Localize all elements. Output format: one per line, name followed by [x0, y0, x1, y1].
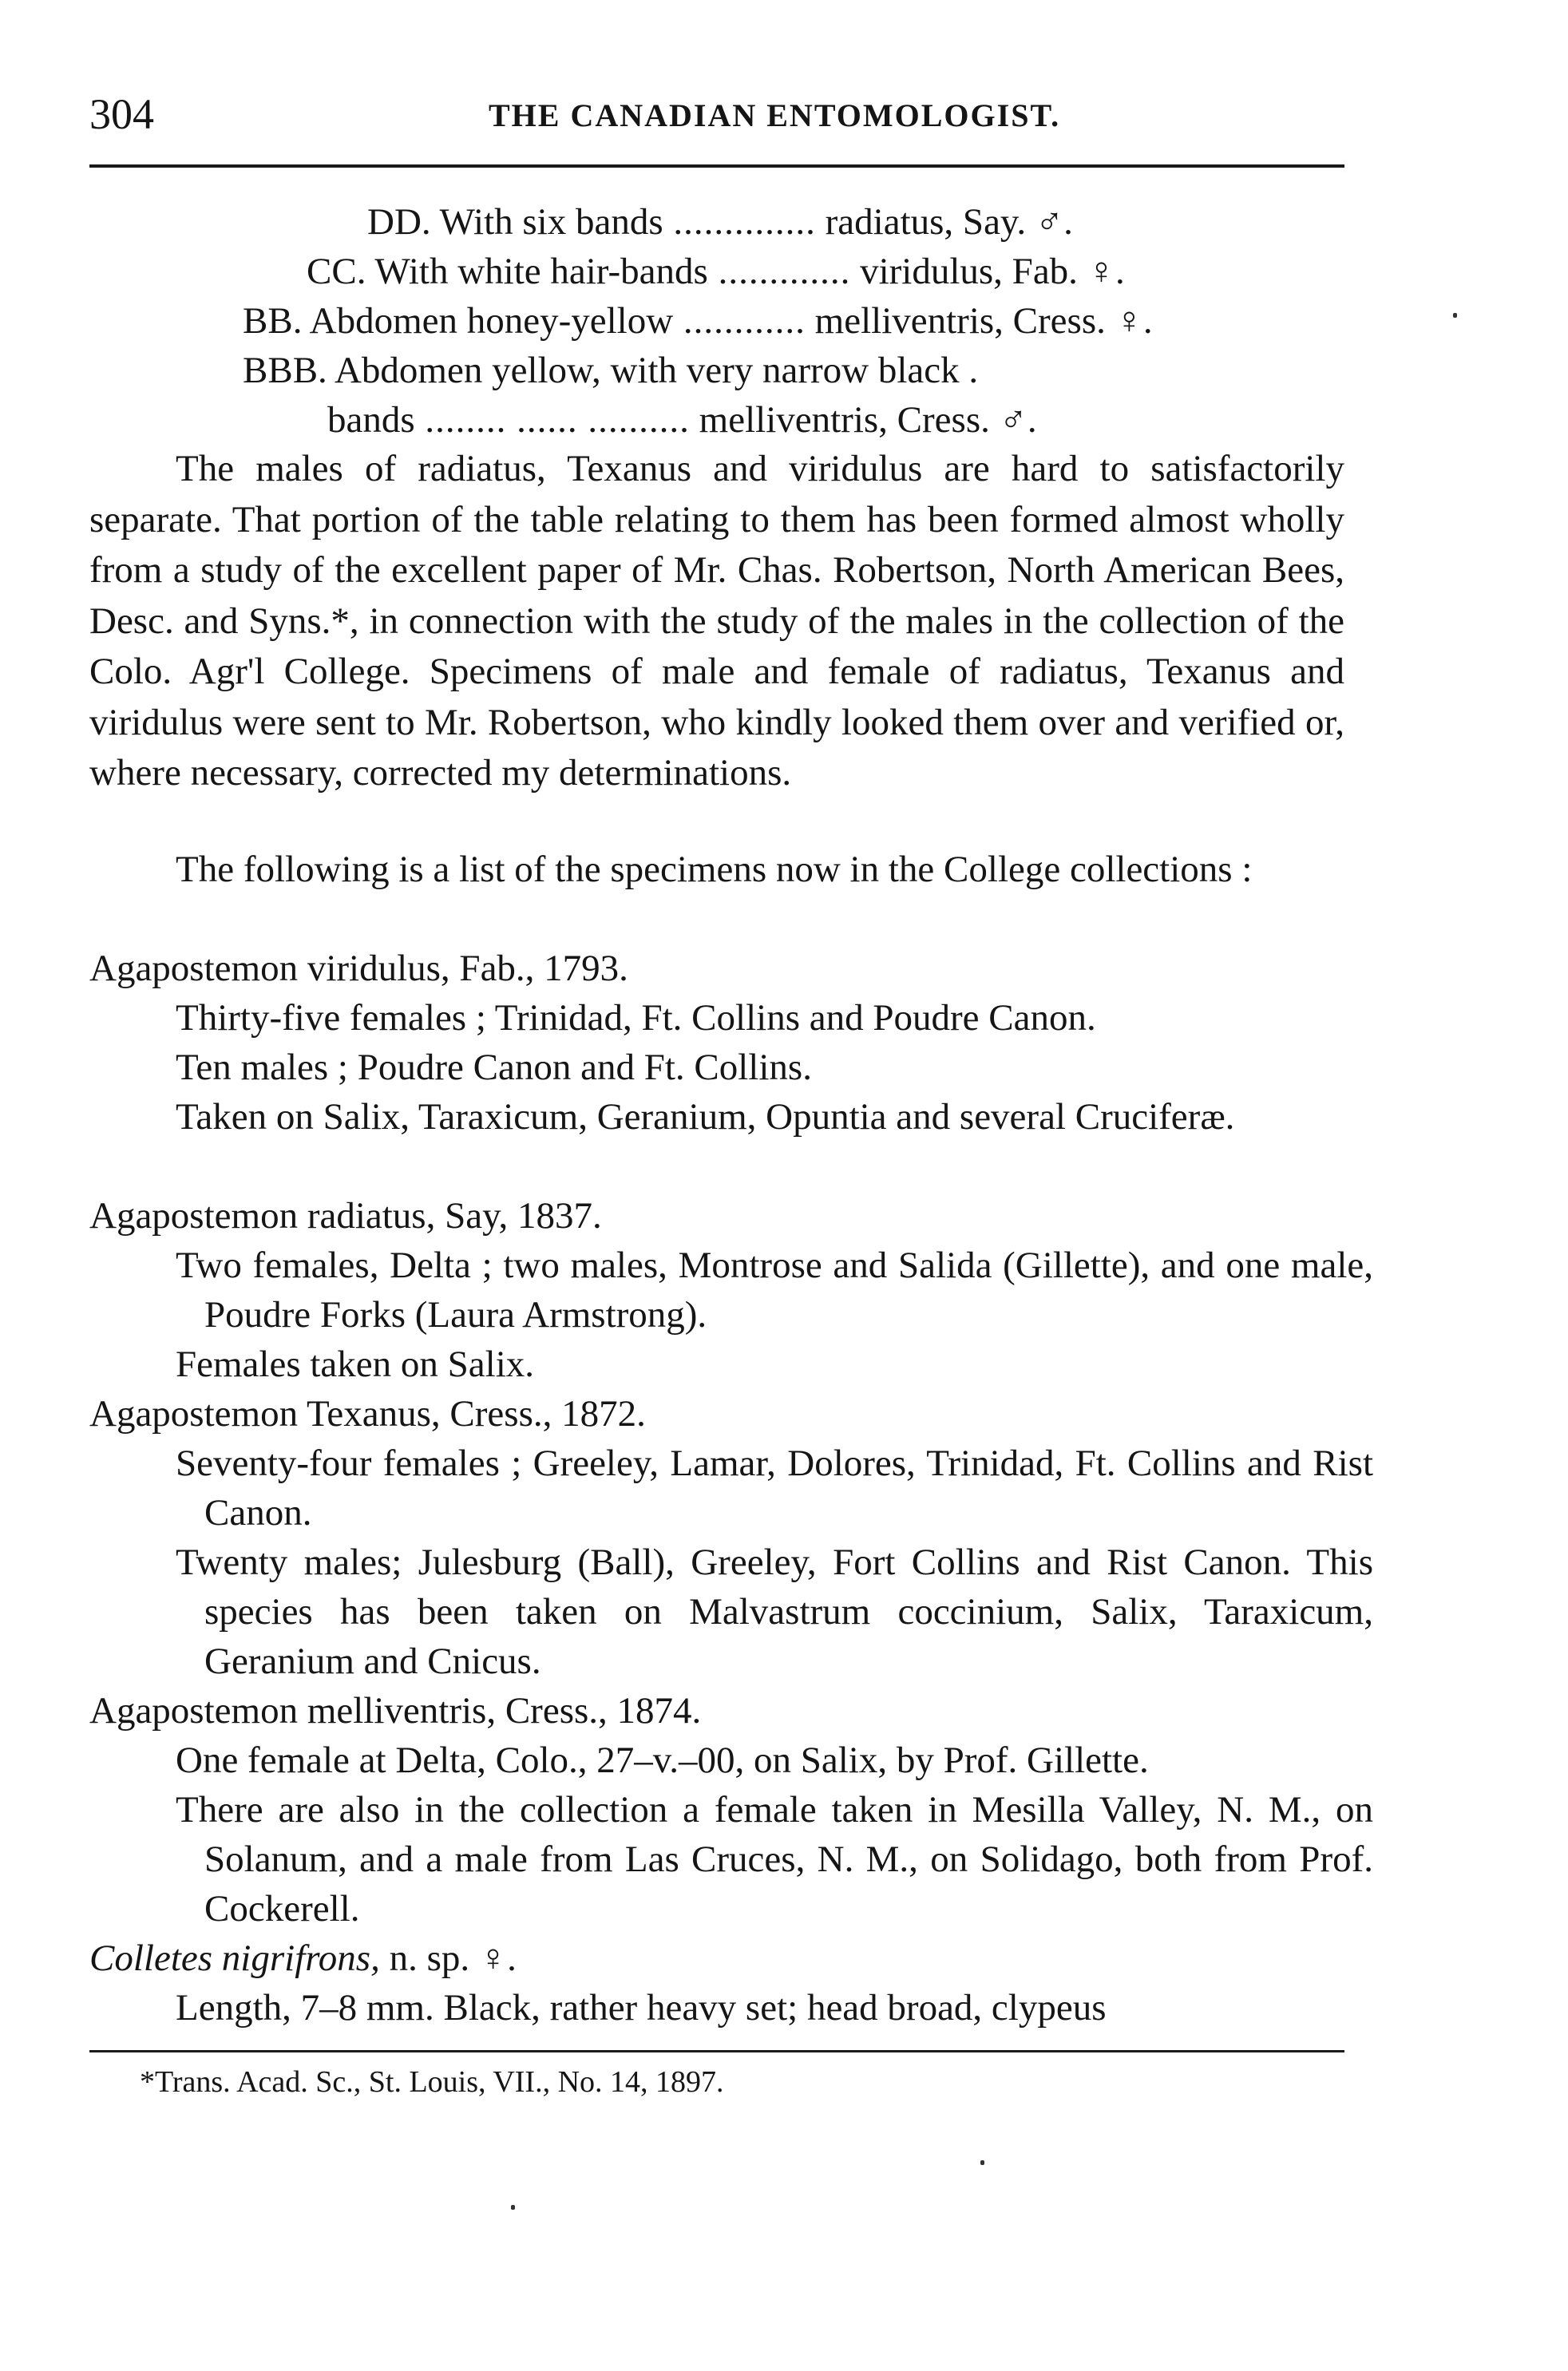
specimen-line: One female at Delta, Colo., 27–v.–00, on Salix, by Prof. Gillette. [176, 1740, 1149, 1781]
key-code: BBB. [243, 350, 327, 391]
key-text: bands [327, 399, 415, 441]
key-sex: ♀. [1115, 300, 1153, 342]
key-code: DD. [367, 201, 431, 243]
paragraph-males: The males of radiatus, Texanus and viridulus are hard to satisfactorily separate. That portion of the table relating to them has been formed almost wholly from a study of the excellent paper of Mr. Chas. Robertson, North American Bees, Desc. and Syns.*, in connection with the study of the males in the collection of the Colo. Agr'l College. Specimens of male and female of radiatus, Texanus and viridulus were sent to Mr. Robertson, who kindly looked them over and verified or, where necessary, corrected my determinations. [89, 448, 1344, 794]
key-entry-dd [367, 198, 1073, 246]
species-description: Length, 7–8 mm. Black, rather heavy set; head broad, clypeus [176, 1987, 1107, 2029]
key-leader: ........ ...... .......... [414, 399, 690, 441]
key-text: With six bands [439, 201, 663, 243]
species-heading: Agapostemon radiatus, Say, 1837. [89, 1195, 602, 1237]
key-name: melliventris, Cress. [699, 399, 990, 441]
key-name: radiatus, Say. [825, 201, 1027, 243]
footnote: *Trans. Acad. Sc., St. Louis, VII., No. 14, 1897. [140, 2065, 724, 2099]
key-name: melliventris, Cress. [814, 300, 1106, 342]
specimen-line: There are also in the collection a female taken in Mesilla Valley, N. M., on Solanum, and a male from Las Cruces, N. M., on Solidago, both from Prof. Cockerell. [176, 1789, 1373, 1930]
species-name: Colletes nigrifrons, [89, 1938, 380, 1979]
key-leader: ............ [673, 300, 806, 342]
key-text: Abdomen yellow, with very narrow black [334, 350, 960, 391]
key-sex: ♂. [999, 399, 1037, 441]
species-heading: Agapostemon melliventris, Cress., 1874. [89, 1690, 702, 1732]
key-entry-bb [243, 297, 1153, 345]
key-entry-cc [307, 247, 1125, 295]
key-name: viridulus, Fab. [860, 251, 1078, 292]
specimen-line: Two females, Delta ; two males, Montrose and Salida (Gillette), and one male, Poudre Forks (Laura Armstrong). [176, 1245, 1373, 1336]
paragraph-list-intro: The following is a list of the specimens now in the College collections : [176, 849, 1253, 890]
key-code: CC. [307, 251, 366, 292]
key-leader: ............. [707, 251, 851, 292]
page-number: 304 [89, 90, 154, 138]
key-text: With white hair-bands [374, 251, 708, 292]
specimen-line: Taken on Salix, Taraxicum, Geranium, Opuntia and several Cruciferæ. [176, 1096, 1235, 1138]
specimen-line: Thirty-five females ; Trinidad, Ft. Collins and Poudre Canon. [176, 997, 1096, 1039]
header-rule [89, 164, 1344, 168]
print-speck [980, 2160, 984, 2165]
print-speck [511, 2205, 515, 2210]
species-heading: Agapostemon Texanus, Cress., 1872. [89, 1393, 646, 1435]
species-status: n. sp. ♀. [379, 1938, 517, 1979]
key-code: BB. [243, 300, 303, 342]
key-sex: ♂. [1035, 201, 1073, 243]
specimen-line: Females taken on Salix. [176, 1344, 535, 1385]
print-speck [1453, 313, 1457, 318]
footnote-rule [89, 2050, 1344, 2052]
specimen-line: Twenty males; Julesburg (Ball), Greeley, Fort Collins and Rist Canon. This species has been taken on Malvastrum coccinium, Salix, Taraxicum, Geranium and Cnicus. [176, 1542, 1373, 1682]
key-entry-bbb [243, 346, 978, 394]
specimen-line: Seventy-four females ; Greeley, Lamar, Dolores, Trinidad, Ft. Collins and Rist Canon. [176, 1443, 1373, 1534]
running-head [89, 86, 1343, 142]
key-entry-bbb-continued [327, 396, 1037, 444]
key-leader: .............. [663, 201, 816, 243]
key-text: Abdomen honey-yellow [309, 300, 674, 342]
specimen-line: Ten males ; Poudre Canon and Ft. Collins. [176, 1047, 812, 1088]
species-heading: Agapostemon viridulus, Fab., 1793. [89, 948, 628, 989]
journal-title: THE CANADIAN ENTOMOLOGIST. [489, 97, 1061, 133]
key-sex: ♀. [1087, 251, 1125, 292]
key-bullet: . [968, 350, 979, 391]
new-species-heading [89, 1934, 517, 1983]
